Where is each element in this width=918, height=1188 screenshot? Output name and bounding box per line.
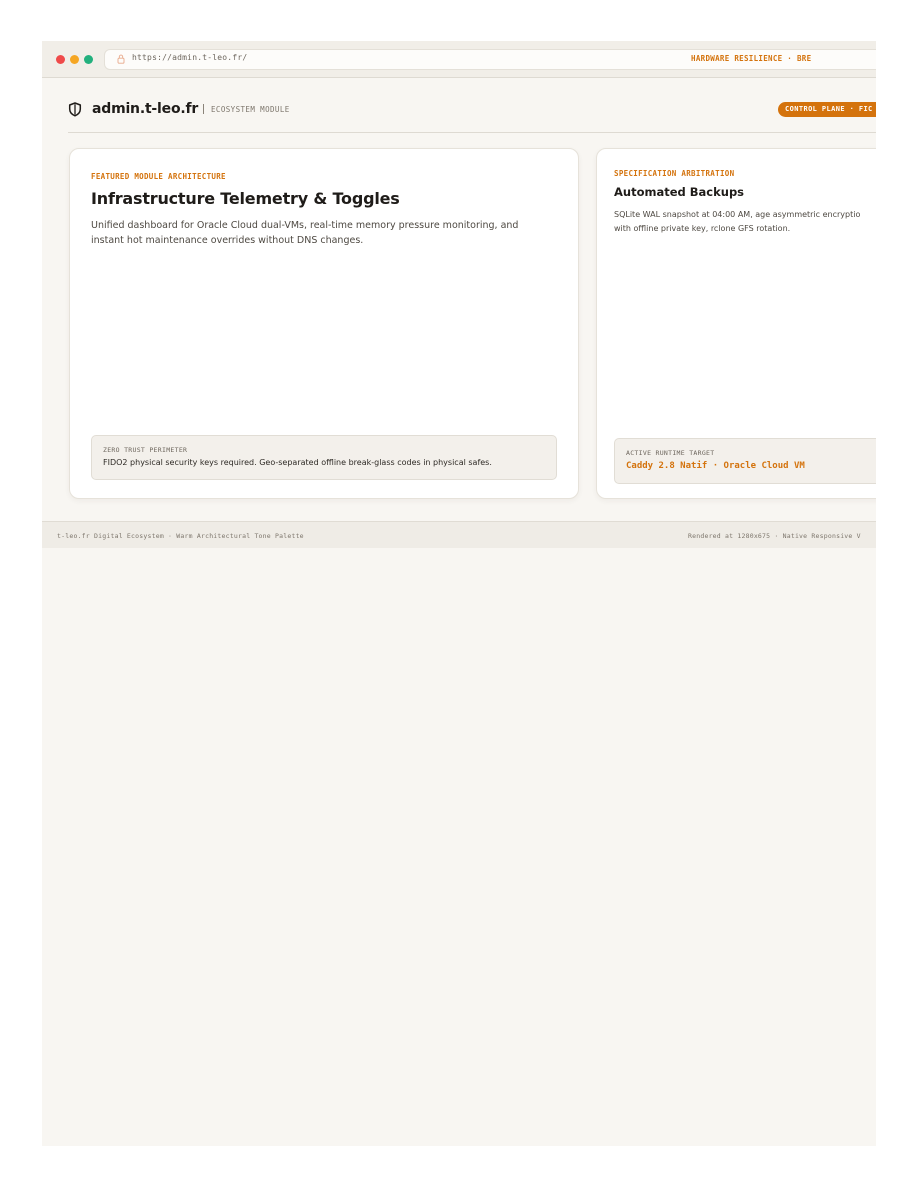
maximize-window-button[interactable]	[84, 55, 93, 64]
footer-credit: t-leo.fr Digital Ecosystem · Warm Architectural Tone Palette	[57, 532, 304, 540]
info-text: FIDO2 physical security keys required. Geo-separated offline break-glass codes in physical safes.	[103, 458, 492, 467]
specification-card	[596, 148, 876, 499]
description-line: with offline private key, rclone GFS rotation.	[614, 224, 791, 233]
info-label: ACTIVE RUNTIME TARGET	[626, 449, 715, 457]
url-text: https://admin.t-leo.fr/	[132, 53, 248, 62]
card-title: Automated Backups	[614, 185, 745, 199]
resilience-status: HARDWARE RESILIENCE · BRE	[691, 54, 812, 63]
card-eyebrow: FEATURED MODULE ARCHITECTURE	[91, 172, 226, 181]
minimize-window-button[interactable]	[70, 55, 79, 64]
close-window-button[interactable]	[56, 55, 65, 64]
runtime-target-value: Caddy 2.8 Natif · Oracle Cloud VM	[626, 461, 805, 471]
control-plane-badge[interactable]	[778, 102, 876, 117]
zero-trust-panel	[91, 435, 557, 480]
browser-chrome	[42, 41, 876, 78]
runtime-target-panel	[614, 438, 876, 484]
app-header	[68, 99, 876, 133]
featured-module-card	[69, 148, 579, 499]
description-line: SQLite WAL snapshot at 04:00 AM, age asymmetric encryptio	[614, 210, 861, 219]
card-eyebrow: SPECIFICATION ARBITRATION	[614, 169, 735, 178]
card-title: Infrastructure Telemetry & Toggles	[91, 189, 400, 208]
lock-icon	[117, 54, 125, 64]
card-description	[614, 208, 876, 236]
card-description: Unified dashboard for Oracle Cloud dual-VMs, real-time memory pressure monitoring, and instant hot maintenance overrides without DNS changes.	[91, 220, 519, 246]
shield-icon	[68, 102, 82, 117]
footer-render-info: Rendered at 1280x675 · Native Responsive V	[688, 532, 861, 540]
title-divider	[203, 104, 204, 114]
app-window	[42, 41, 876, 1146]
module-label: ECOSYSTEM MODULE	[211, 105, 290, 114]
control-plane-label: CONTROL PLANE · FIC	[785, 105, 873, 113]
page-footer	[42, 521, 876, 548]
info-label: ZERO TRUST PERIMETER	[103, 446, 188, 454]
site-title[interactable]: admin.t-leo.fr	[92, 101, 199, 117]
